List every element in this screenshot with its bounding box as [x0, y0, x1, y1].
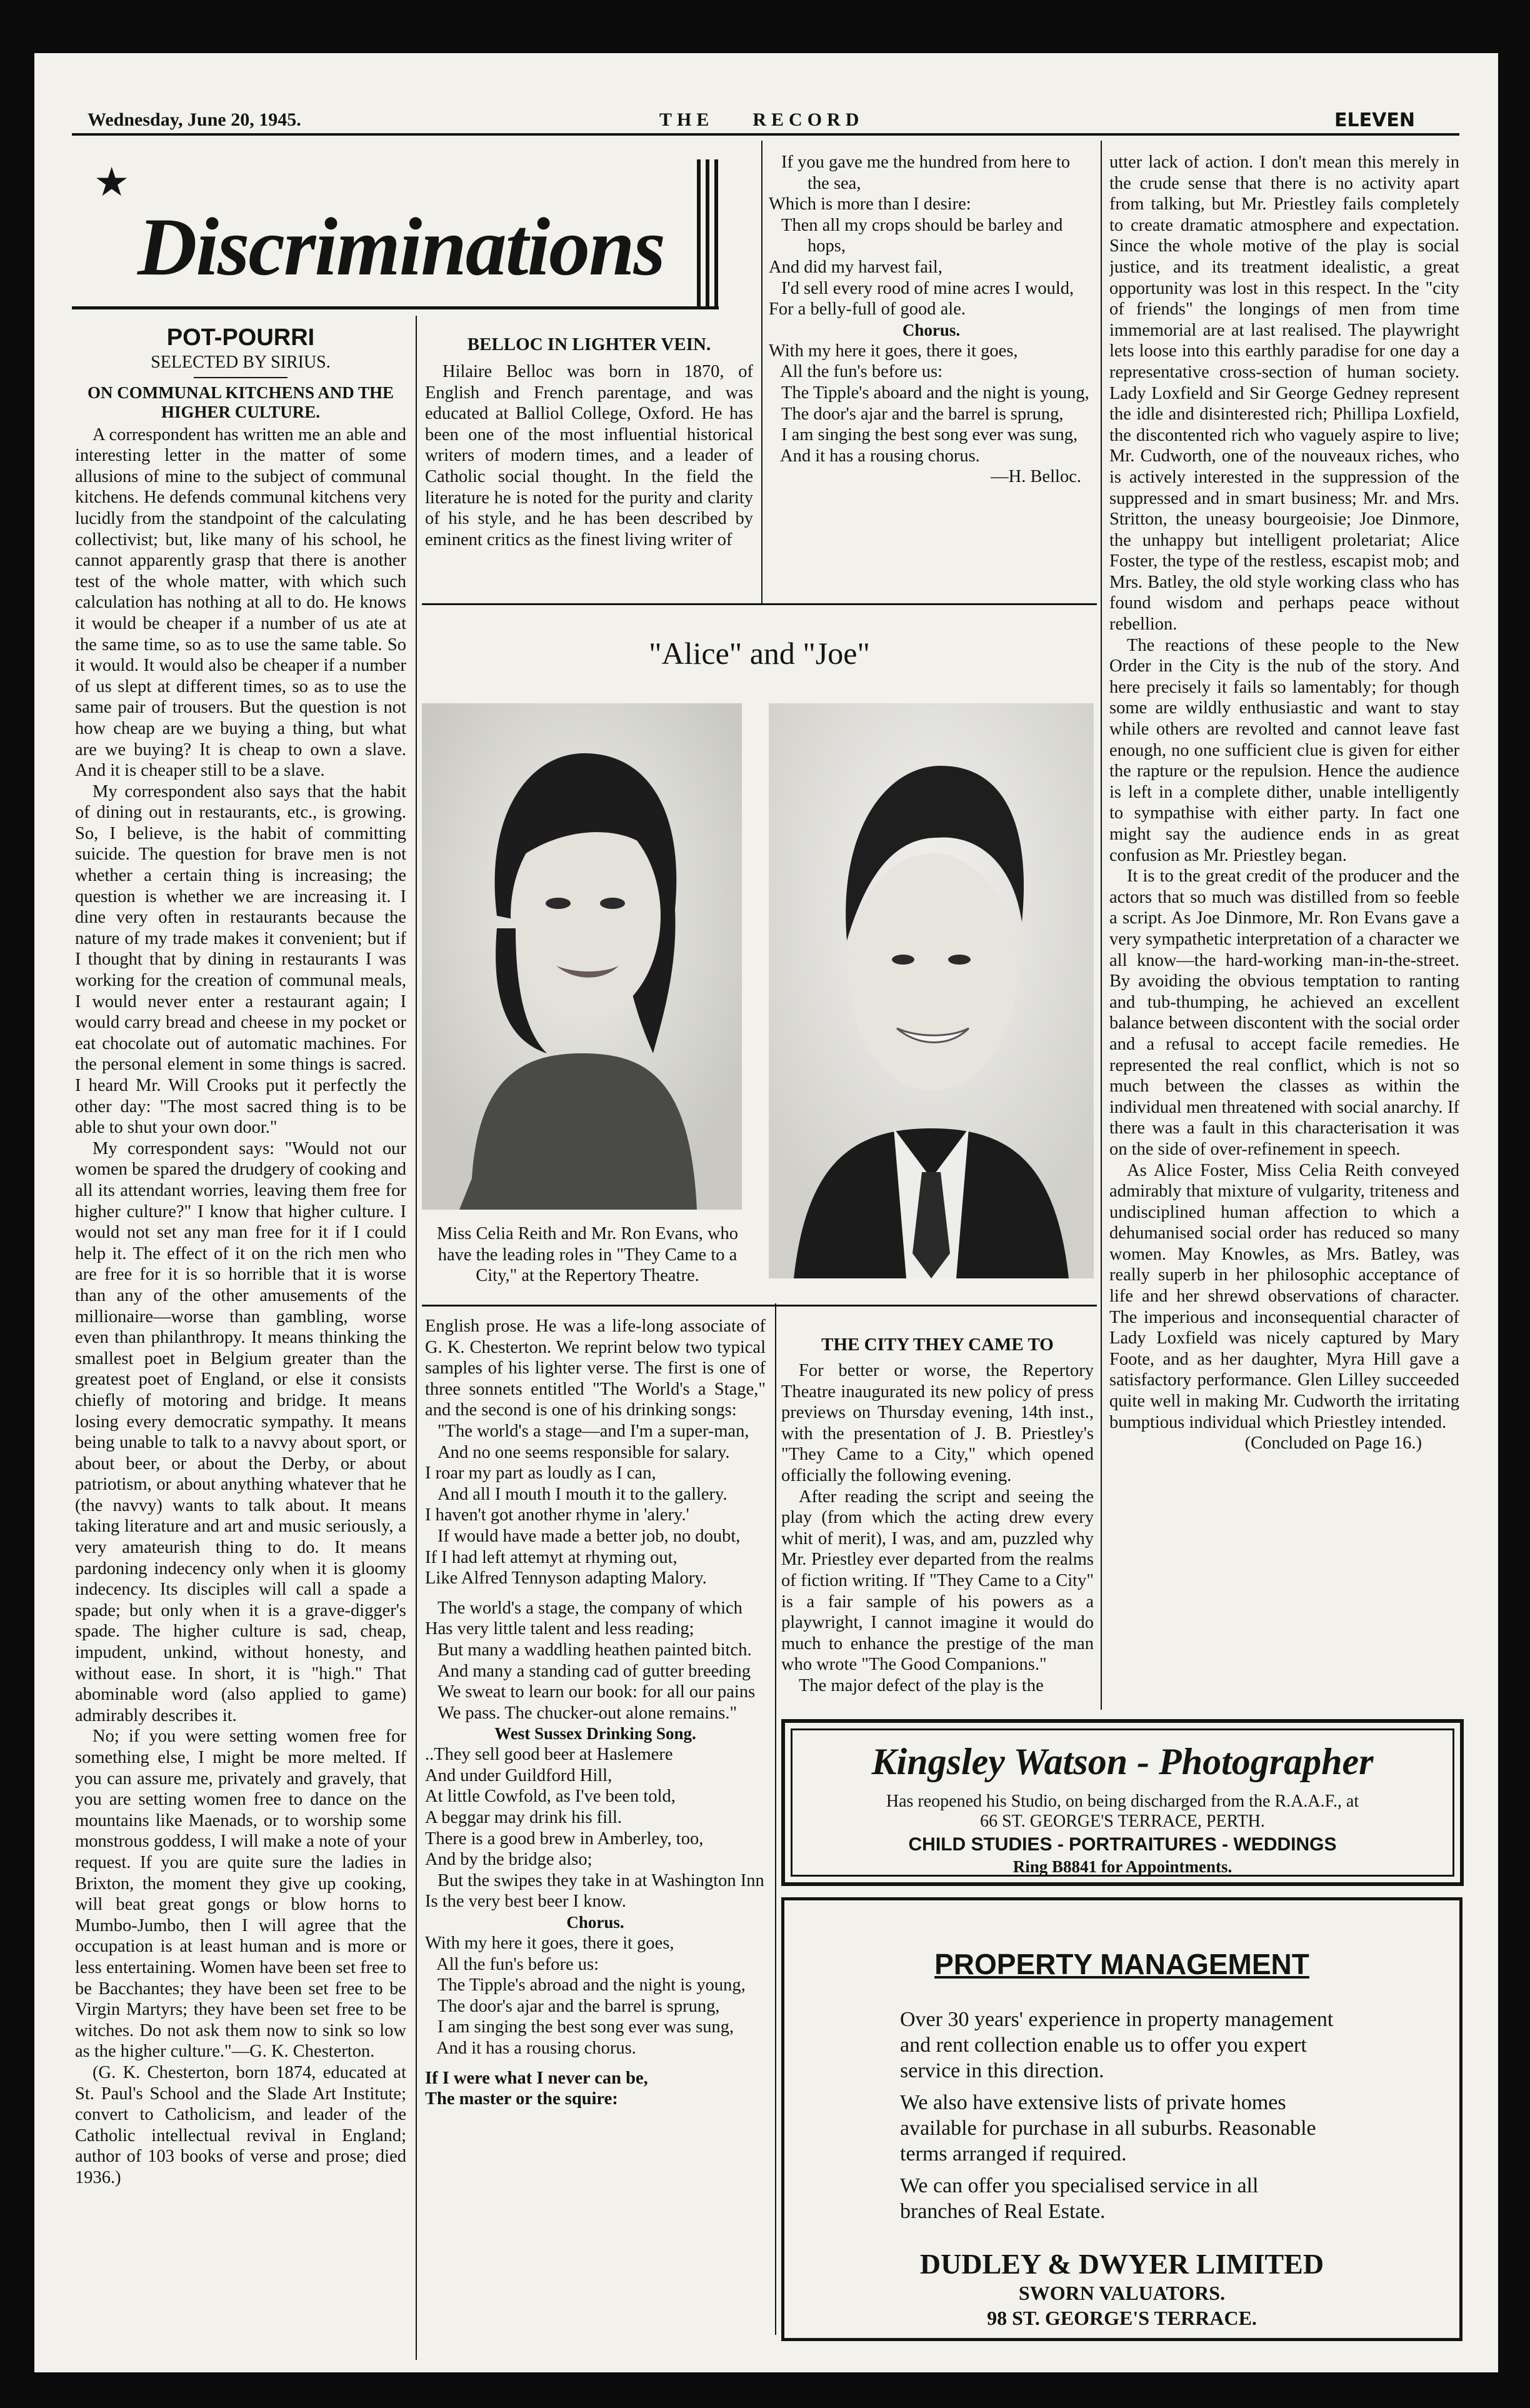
issue-date: Wednesday, June 20, 1945.: [88, 109, 301, 130]
ad-photographer-line: Has reopened his Studio, on being discharged from the R.A.A.F., at: [886, 1792, 1359, 1811]
verse-line: The master or the squire:: [425, 2089, 618, 2109]
belloc-verse-top: [769, 152, 1094, 602]
paragraph: English prose. He was a life-long associate of G. K. Chesterton. We reprint below two typical samples of his lighter verse. The first is one of three sonnets entitled "The World's a Stage," and the second is one of his drinking songs:: [425, 1317, 766, 1420]
signature: —H. Belloc.: [991, 467, 1081, 487]
ad-photographer-phone: Ring B8841 for Appointments.: [1012, 1857, 1232, 1876]
verse-line: With my here it goes, there it goes,: [769, 341, 1018, 361]
review-continued: [1109, 152, 1459, 1696]
paragraph: It is to the great credit of the producer and the actors that so much was distilled from so feeble a script. As Joe Dinmore, Mr. Ron Evans gave a very sympathetic interpretation of a character we all know—the hard-working man-in-the-street. By avoiding the obvious temptation to ranting and tub-thumping, he achieved an excellent balance between discontent with the social order and a refusal to accept facile remedies. He represented the real conflict, which is not so much between the classes as within the individual men threatened with social anarchy. If there was a fault in this characterisation it was on the side of over-refinement in speech.: [1109, 866, 1459, 1159]
verse-line: We sweat to learn our book: for all our pains: [438, 1682, 756, 1702]
header-rule: [72, 133, 1459, 136]
ad-property-paragraph: Over 30 years' experience in property management and rent collection enable us to offer you expert service in this direction.: [900, 2008, 1334, 2082]
verse-line: A beggar may drink his fill.: [425, 1808, 622, 1828]
verse-line: And it has a rousing chorus.: [780, 446, 980, 466]
column-rule: [416, 316, 417, 2360]
verse-line: And all I mouth I mouth it to the gallery.: [438, 1484, 728, 1504]
column-rule: [761, 141, 762, 603]
ad-property: [781, 1897, 1462, 2341]
verse-line: Like Alfred Tennyson adapting Malory.: [425, 1568, 707, 1588]
paragraph: No; if you were setting women free for something else, I might be more melted. If you can assure me, privately and gravely, that you are setting women free to dance on the mountains like Maenads, or to worship some monstrous goddess, I will make a note of your request. If you are quite sure the ladies in Brixton, the moment they give up cooking, will beat great gongs or blow horns to Mumbo-Jumbo, then I will agree that the occupation is at least human and is more or less entertaining. Women have been set free to be Bacchantes; they have been set free to be Virgin Martyrs; they have been set free to be witches. Do not ask them now to sink so low as the higher culture."—G. K. Chesterton.: [75, 1727, 406, 2062]
paragraph: For better or worse, the Repertory Theatre inaugurated its new policy of press previews on Thursday evening, 14th inst., with the presentation of J. B. Priestley's "They Came to a City," which opened officially the following evening.: [781, 1361, 1094, 1485]
page-number: ELEVEN: [1334, 109, 1415, 131]
masthead-title: Discriminations: [138, 201, 664, 293]
verse-line: If I were what I never can be,: [425, 2068, 648, 2088]
star-icon: ★: [94, 160, 130, 204]
verse-line: The door's ajar and the barrel is sprung,: [781, 404, 1064, 424]
chorus-title: Chorus.: [902, 320, 961, 339]
masthead-rule: [72, 306, 719, 309]
ad-property-body: [900, 2007, 1338, 2224]
verse-line: At little Cowfold, as I've been told,: [425, 1787, 676, 1807]
continued-note: (Concluded on Page 16.): [1244, 1433, 1422, 1453]
paragraph: A correspondent has written me an able and interesting letter in the matter of some allusions of mine to the subject of communal kitchens. He defends communal kitchens very lucidly from the standpoint of the calculating collectivist; but, like many of his school, he cannot apparently grasp that there is another test of the whole matter, with which such calculation has nothing at all to do. He knows it would be cheaper if a number of us ate at the same time, so as to use the same table. So it would. It would also be cheaper if a number of us slept at different times, so as to use the same pair of trousers. But the question is not how cheap are we buying a thing, but what are we buying? It is cheap to own a slave. And it is cheaper still to be a slave.: [75, 424, 406, 781]
ad-photographer-address: 66 ST. GEORGE'S TERRACE, PERTH.: [980, 1812, 1265, 1831]
photo-caption: Miss Celia Reith and Mr. Ron Evans, who have the leading roles in "They Came to a City," at the Repertory Theatre.: [436, 1224, 739, 1286]
verse-line: The Tipple's aboard and the night is young,: [781, 383, 1089, 403]
paragraph: My correspondent also says that the habit of dining out in restaurants, etc., is growing. So, I believe, is the habit of committing suicide. The question for brave men is not whether a certain thing is increasing; the question is whether we are increasing it. I dine very often in restaurants because the nature of my trade makes it convenient; but if I thought that by dining in restaurants I was working for the creation of communal meals, I would never enter a restaurant again; I would carry bread and cheese in my pocket or eat chocolate out of automatic machines. For the personal element in some things is sacred. I heard Mr. Will Crooks put it perfectly the other day: "The most sacred thing is to be able to shut your own door.": [75, 781, 406, 1138]
verse-line: All the fun's before us:: [436, 1954, 599, 1974]
verse-line: I roar my part as loudly as I can,: [425, 1463, 656, 1483]
verse-line: And it has a rousing chorus.: [436, 2039, 636, 2058]
paragraph: utter lack of action. I don't mean this merely in the crude sense that there is no activity apart from talking, but Mr. Priestley fails completely to create dramatic atmosphere and expectation. Since the whole motive of the play is social justice, and its treatment idealistic, a great opportunity was lost in this respect. In the "city of friends" the longings of men from time immemorial are at last realised. The playwright lets loose into this earthly paradise for one day a representative cross-section of human society. Lady Loxfield and Sir George Gedney represent the idle and disinterested rich; Phillipa Loxfield, the discontented rich who vaguely aspire to live; Mr. Cudworth, one of the nouveaux riches, who is actively interested in the suppression of the suppressed and in smart business; Mr. and Mrs. Stritton, the uneasy bourgeoisie; Joe Dinmore, the unhappy but intelligent proletariat; Alice Foster, the type of the restless, escapist mob; and Mrs. Batley, the old style working class who has found wisdom and perhaps peace without rebellion.: [1109, 153, 1459, 635]
belloc-heading: BELLOC IN LIGHTER VEIN.: [467, 334, 711, 354]
potpourri-heading: ON COMMUNAL KITCHENS AND THE HIGHER CULTURE.: [87, 383, 394, 421]
masthead-bar: [697, 159, 701, 309]
verse-line: The Tipple's abroad and the night is young,: [438, 1975, 746, 1995]
verse-line: I am singing the best song ever was sung,: [781, 425, 1078, 445]
ad-photographer-services: CHILD STUDIES - PORTRAITURES - WEDDINGS: [908, 1834, 1337, 1855]
verse-line: I am singing the best song ever was sung,: [438, 2017, 734, 2037]
verse-line: I'd sell every rood of mine acres I would,: [781, 278, 1074, 298]
verse-line: Then all my crops should be barley and hops,: [781, 215, 1063, 256]
portrait-man: [769, 703, 1094, 1278]
ad-property-paragraph: We can offer you specialised service in all branches of Real Estate.: [900, 2174, 1259, 2223]
verse-line: Which is more than I desire:: [769, 194, 971, 214]
verse-line: And many a standing cad of gutter breeding: [438, 1661, 751, 1681]
ad-property-paragraph: We also have extensive lists of private homes available for purchase in all suburbs. Reasonable terms arranged if required.: [900, 2091, 1316, 2165]
verse-line: But the swipes they take in at Washington Inn: [438, 1870, 764, 1890]
verse-line: The door's ajar and the barrel is sprung,: [438, 1996, 720, 2016]
ad-property-sub: SWORN VALUATORS.: [1018, 2282, 1226, 2304]
ad-property-company: DUDLEY & DWYER LIMITED: [919, 2248, 1324, 2280]
chorus-title: Chorus.: [566, 1913, 624, 1932]
verse-line: And by the bridge also;: [425, 1850, 592, 1870]
section-rule: [422, 603, 1097, 605]
paper-name: THE RECORD: [659, 109, 864, 130]
ad-photographer-title: Kingsley Watson - Photographer: [871, 1741, 1374, 1782]
paragraph: My correspondent says: "Would not our women be spared the drudgery of cooking and all its attendant worries, leaving them free for higher culture?" I know that higher culture. I would not set any man free for it if I could help it. The effect of it on the rich men who are free for it is so horrible that it is worse than any of the other amusements of the millionaire—worse than gambling, worse even than philanthropy. It means thinking the smallest poet in Belgium greater than the greatest poet of England, or else it consists chiefly of motoring and bridge. It means losing every democratic sympathy. It means being unable to talk to a navvy about sport, or about beer, or about the Derby, or about patriotism, or about anything whatever that he (the navvy) wants to talk about. It means taking literature and art and music seriously, a very amateurish thing to do. It means pardoning indecency only when it is gloomy indecency. Its disciples will call a spade a spade; but only when it is a grave-digger's spade. The higher culture is sad, cheap, impudent, unkind, without honesty, and without ease. In short, it is "high." That abominable word (also applied to game) admirably describes it.: [75, 1138, 406, 1725]
masthead-bar: [706, 159, 709, 309]
ad-photographer: [781, 1719, 1464, 1886]
verse-line: The world's a stage, the company of which: [438, 1598, 742, 1618]
belloc-intro: [425, 334, 753, 597]
paragraph: The reactions of these people to the New Order in the City is the nub of the story. And here precisely it fails so lamentably; for though some are wildly enthusiastic and want to stay while others are revolted and cannot leave fast enough, no one sufficient clue is given for either the rapture or the repulsion. Hence the audience is left in a complete dither, unable intelligently to sympathise with either party. In fact one might say the audience ends in as great confusion as Mr. Priestley began.: [1109, 635, 1459, 865]
verse-line: "The world's a stage—and I'm a super-man,: [438, 1421, 749, 1441]
column-rule: [775, 1303, 776, 2335]
verse-line: Has very little talent and less reading;: [425, 1619, 694, 1639]
newspaper-page: [34, 53, 1498, 2372]
potpourri-column: [75, 323, 406, 2342]
verse-line: And under Guildford Hill,: [425, 1765, 612, 1785]
verse-line: I haven't got another rhyme in 'alery.': [425, 1505, 689, 1525]
paragraph: As Alice Foster, Miss Celia Reith conveyed admirably that mixture of vulgarity, triteness and undisciplined human affection to which a dehumanised social order has reduced so many women. May Knowles, as Mrs. Batley, was really superb in her philosophic acceptance of life and her shrewd observations of character. The imperious and inconsequential character of Lady Loxfield was nicely captured by Mary Foote, and as her daughter, Myra Hill gave a satisfactory performance. Glen Lilley succeeded quite well in making Mr. Cudworth the irritating bumptious individual which Priestley intended.: [1109, 1160, 1459, 1432]
potpourri-title: POT-POURRI: [166, 324, 315, 351]
verse-line: For a belly-full of good ale.: [769, 299, 966, 319]
paragraph: Hilaire Belloc was born in 1870, of English and French parentage, and was educated at Balliol College, Oxford. He has been one of the most influential historical writers of modern times, and a leader of Catholic social thought. In the field the literature he is noted for the purity and clarity of his style, and he has been described by eminent critics as the finest living writer of: [425, 362, 753, 549]
verse-line: If I had left attemyt at rhyming out,: [425, 1547, 678, 1567]
review-start: [781, 1335, 1094, 1710]
review-heading: THE CITY THEY CAME TO: [821, 1335, 1054, 1355]
ad-property-title: PROPERTY MANAGEMENT: [934, 1948, 1309, 1980]
paragraph: After reading the script and seeing the play (from which the acting drew every whit of merit), I was, and am, puzzled why Mr. Priestley ever departed from the realms of fiction writing. If "They Came to a City" is a fair sample of his powers as a playwright, I cannot imagine it would do much to enhance the prestige of the man who wrote "The Good Companions.": [781, 1487, 1094, 1675]
belloc-continued: [425, 1316, 766, 2341]
photo-title: "Alice" and "Joe": [649, 636, 870, 671]
verse-line: There is a good brew in Amberley, too,: [425, 1829, 704, 1849]
photo-ron-evans: [769, 703, 1094, 1278]
verse-line: But many a waddling heathen painted bitch.: [438, 1640, 752, 1660]
masthead-bar: [714, 159, 718, 309]
verse-line: All the fun's before us:: [780, 362, 942, 382]
verse-line: Is the very best beer I know.: [425, 1892, 626, 1912]
potpourri-byline: SELECTED BY SIRIUS.: [151, 353, 331, 372]
verse-line: ..They sell good beer at Haslemere: [425, 1745, 673, 1765]
paragraph: The major defect of the play is the: [799, 1675, 1044, 1695]
section-rule: [422, 1305, 1097, 1307]
photo-celia-reith: [422, 703, 742, 1210]
ad-property-address: 98 ST. GEORGE'S TERRACE.: [987, 2307, 1257, 2329]
verse-line: We pass. The chucker-out alone remains.": [438, 1703, 738, 1723]
verse-line: If you gave me the hundred from here to the sea,: [781, 153, 1071, 193]
verse-line: With my here it goes, there it goes,: [425, 1934, 674, 1954]
paragraph: (G. K. Chesterton, born 1874, educated at St. Paul's School and the Slade Art Institute; convert to Catholicism, and leader of the Catholic intellectual revival in England; author of 103 books of verse and prose; died 1936.): [75, 2062, 406, 2187]
column-rule: [1101, 141, 1102, 1710]
verse-line: And no one seems responsible for salary.: [438, 1442, 730, 1462]
song-title: West Sussex Drinking Song.: [494, 1724, 696, 1743]
verse-line: And did my harvest fail,: [769, 257, 942, 277]
verse-line: If would have made a better job, no doubt,: [438, 1526, 741, 1546]
portrait-woman: [422, 703, 742, 1210]
